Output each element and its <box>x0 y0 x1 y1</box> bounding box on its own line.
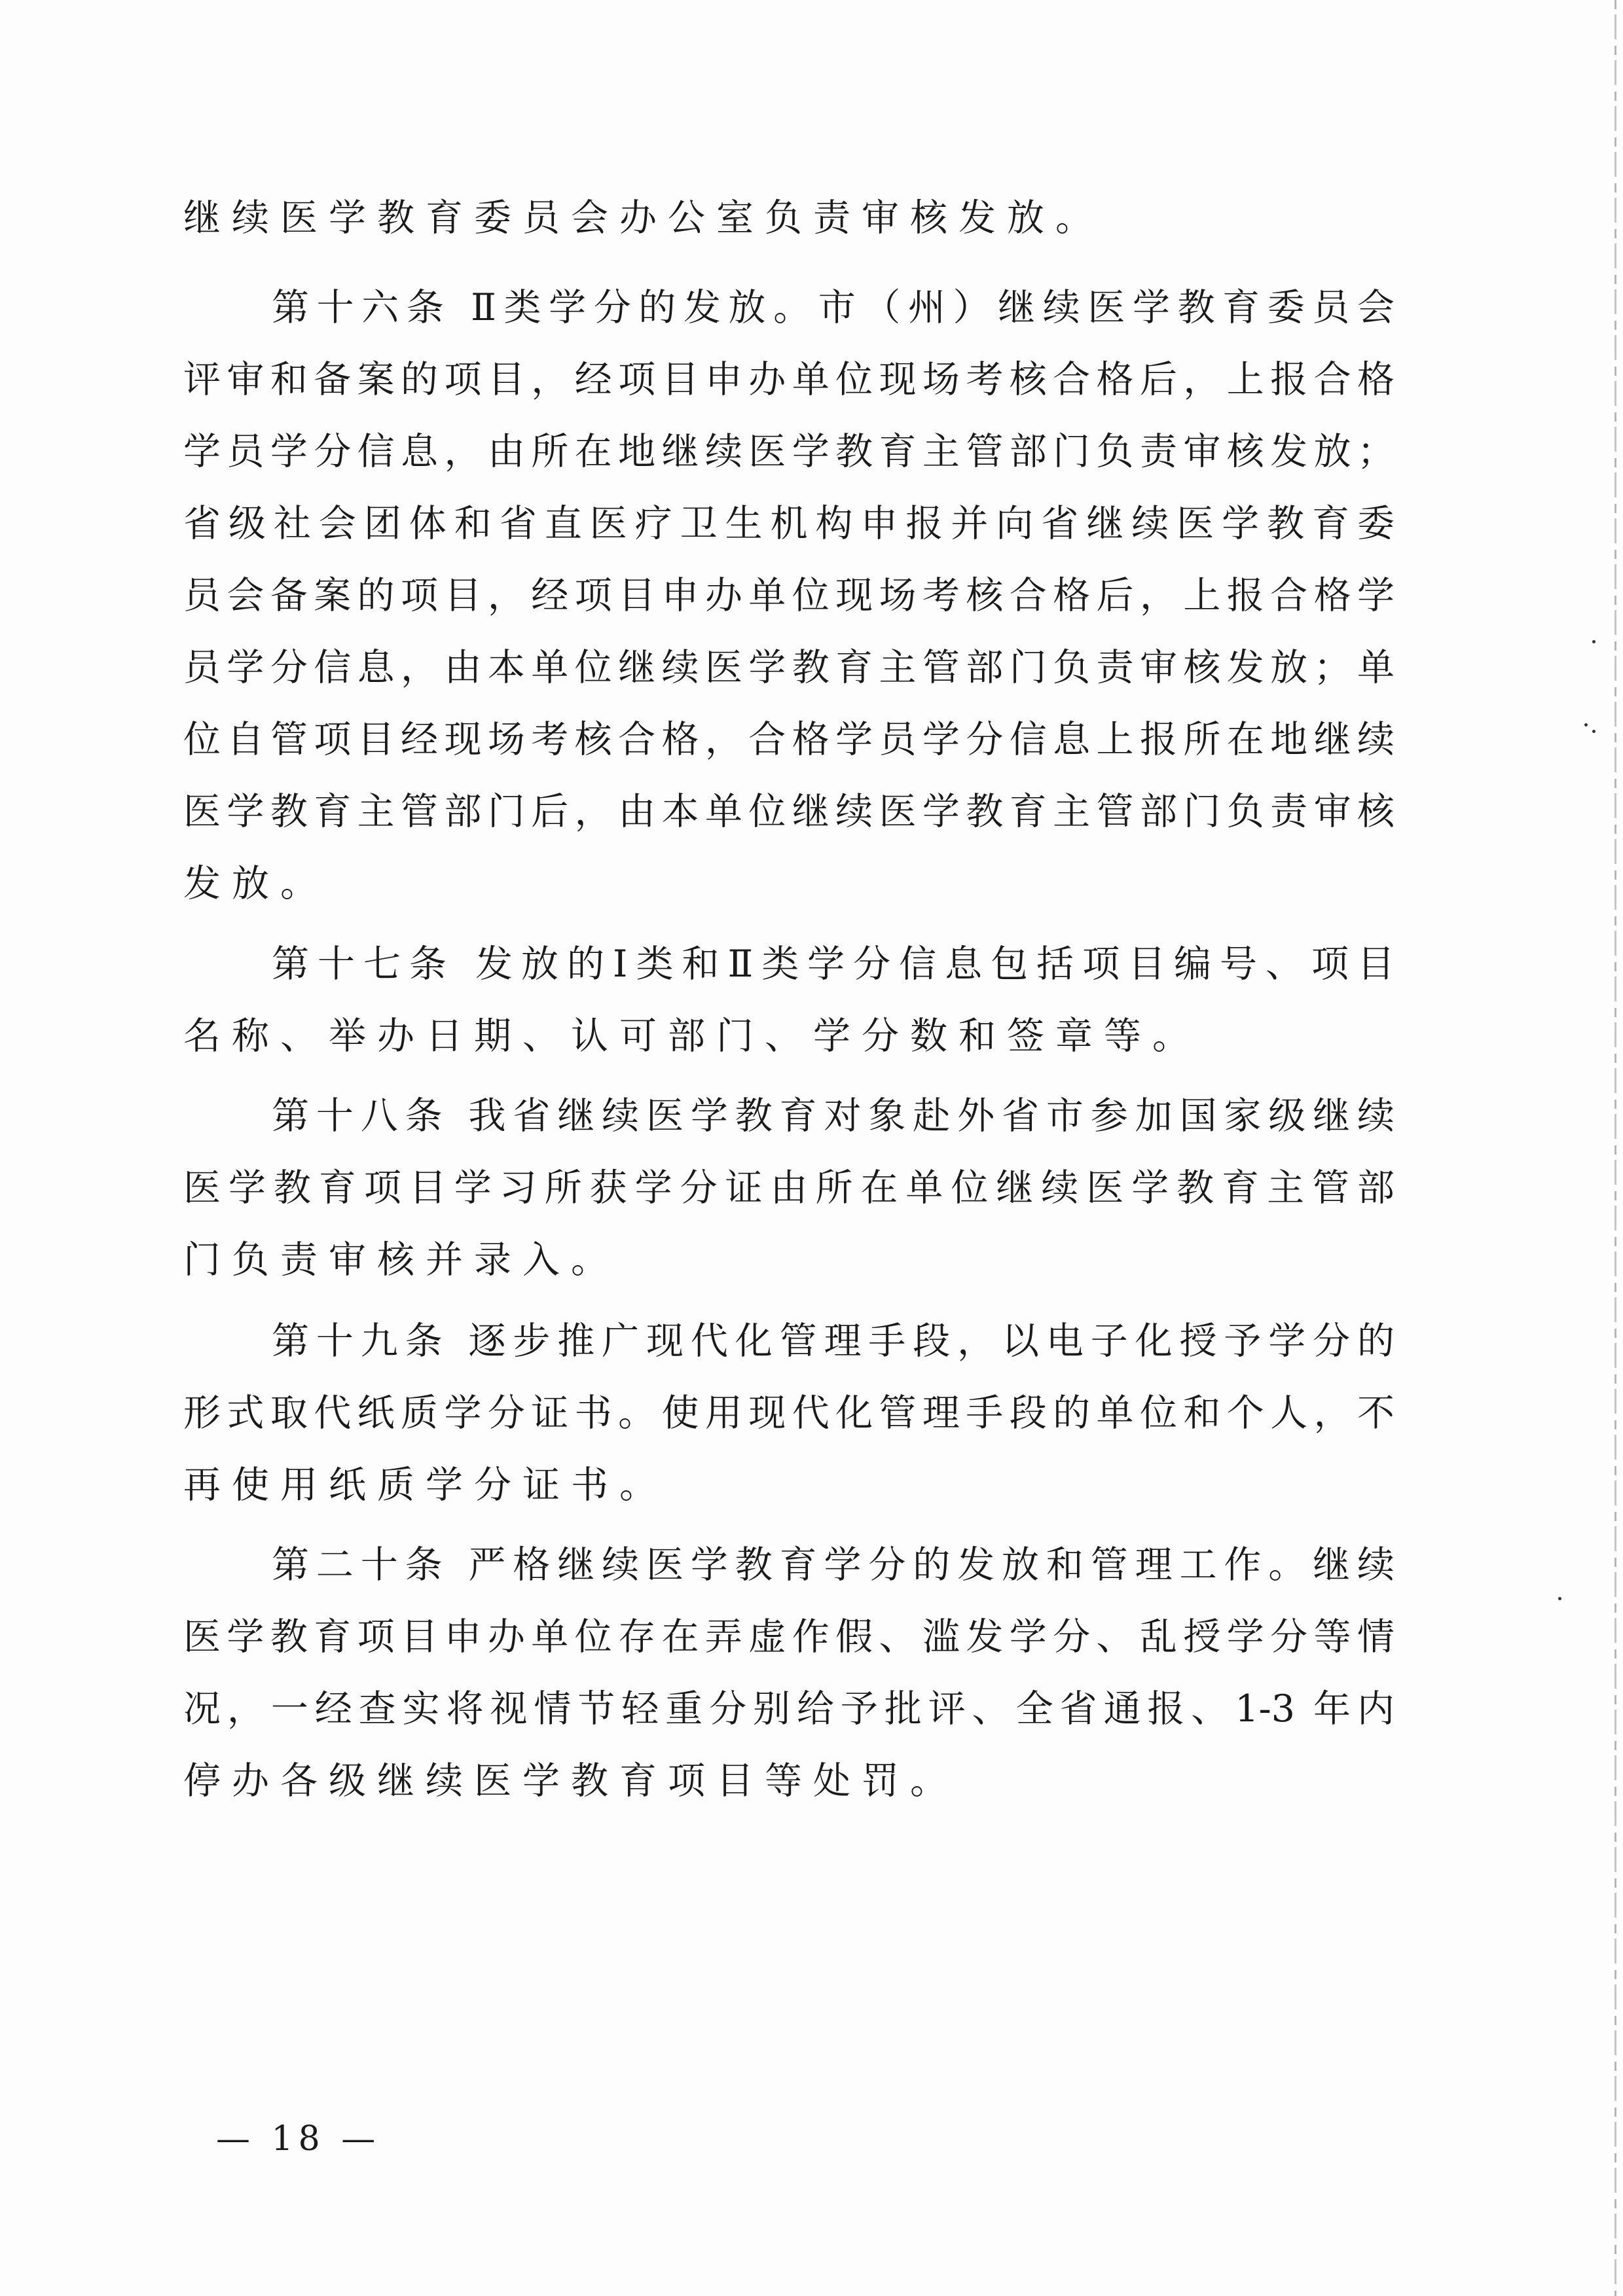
article-20-heading-line: 第二十条 严格继续医学教育学分的发放和管理工作。继续 <box>272 1543 1395 1587</box>
text-line: 医学教育项目学习所获学分证由所在单位继续医学教育主管部 <box>183 1166 1395 1210</box>
scan-speck <box>1592 730 1596 733</box>
text-line: 员学分信息，由本单位继续医学教育主管部门负责审核发放；单 <box>183 646 1395 689</box>
article-17-heading-line: 第十七条 发放的Ⅰ类和Ⅱ类学分信息包括项目编号、项目 <box>272 942 1395 986</box>
text-line: 员会备案的项目，经项目申办单位现场考核合格后，上报合格学 <box>183 574 1395 617</box>
text-line: 评审和备案的项目，经项目申办单位现场考核合格后，上报合格 <box>183 358 1395 401</box>
page-number: — 18 — <box>216 2119 381 2159</box>
article-19-heading-line: 第十九条 逐步推广现代化管理手段，以电子化授予学分的 <box>272 1319 1395 1363</box>
text-line: 省级社会团体和省直医疗卫生机构申报并向省继续医学教育委 <box>183 502 1395 545</box>
text-line: 形式取代纸质学分证书。使用现代化管理手段的单位和个人，不 <box>183 1391 1395 1435</box>
scan-edge-artifact <box>1614 0 1616 2296</box>
text-line: 学员学分信息，由所在地继续医学教育主管部门负责审核发放； <box>183 430 1395 473</box>
text-line: 位自管项目经现场考核合格，合格学员学分信息上报所在地继续 <box>183 718 1395 761</box>
text-line: 况，一经查实将视情节轻重分别给予批评、全省通报、1-3 年内 <box>183 1687 1395 1731</box>
text-line: 门负责审核并录入。 <box>183 1238 619 1282</box>
text-line: 继续医学教育委员会办公室负责审核发放。 <box>183 196 1104 240</box>
scan-speck <box>1584 723 1588 726</box>
article-16-heading-line: 第十六条 Ⅱ类学分的发放。市（州）继续医学教育委员会 <box>272 286 1395 329</box>
text-line: 发放。 <box>183 862 329 905</box>
scan-speck <box>1592 640 1596 643</box>
text-line: 医学教育项目申办单位存在弄虚作假、滥发学分、乱授学分等情 <box>183 1615 1395 1659</box>
text-line: 医学教育主管部门后，由本单位继续医学教育主管部门负责审核 <box>183 790 1395 833</box>
article-18-heading-line: 第十八条 我省继续医学教育对象赴外省市参加国家级继续 <box>272 1094 1395 1138</box>
text-line: 再使用纸质学分证书。 <box>183 1463 668 1507</box>
text-line: 停办各级继续医学教育项目等处罚。 <box>183 1759 958 1803</box>
scan-speck <box>1558 1597 1561 1600</box>
text-line: 名称、举办日期、认可部门、学分数和签章等。 <box>183 1014 1201 1058</box>
